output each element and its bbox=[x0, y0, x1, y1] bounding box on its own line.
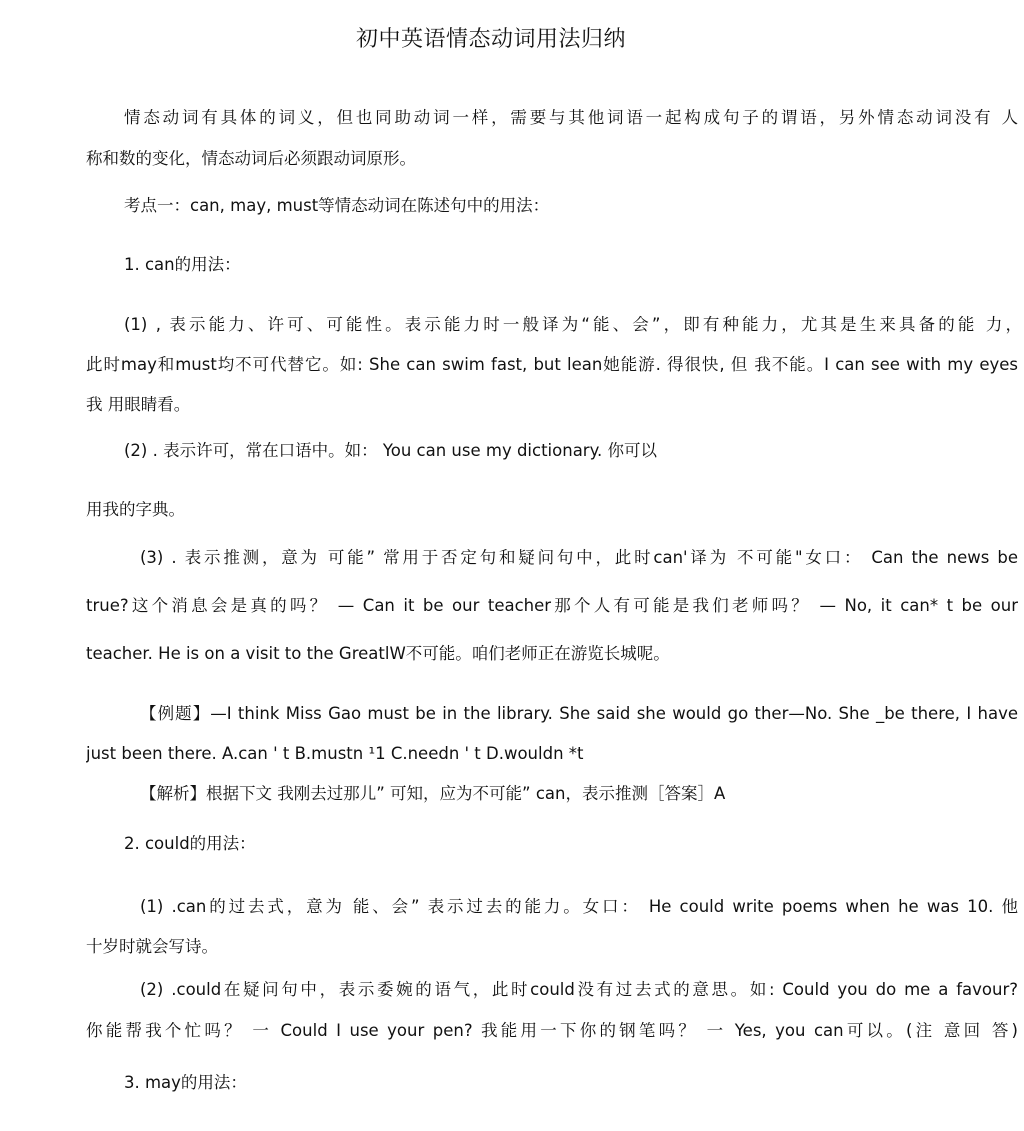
paragraph-line: 你能帮我个忙吗？ 一 Could I use your pen? 我能用一下你的钢笔吗？ 一 Yes, you can可以。(注 意回 答) bbox=[86, 1021, 1018, 1040]
paragraph-line: 此时may和must均不可代替它。如: She can swim fast, but lean她能游. 得很快, 但 我不能。I can see with my eyes bbox=[86, 355, 1018, 374]
example-question-line: 【例题】—I think Miss Gao must be in the library. She said she would go ther—No. She _be there, I have bbox=[140, 704, 1018, 723]
paragraph-line: 十岁时就会写诗。 bbox=[86, 937, 218, 956]
paragraph-line: 用我的字典。 bbox=[86, 500, 185, 519]
section-heading: 考点一：can, may, must等情态动词在陈述句中的用法： bbox=[124, 196, 550, 215]
paragraph-line: (2) . 表示许可，常在口语中。如： You can use my dictionary. 你可以 bbox=[124, 441, 657, 460]
paragraph-line: (3) . 表示推测，意为 可能” 常用于否定句和疑问句中，此时can'译为 不可能"女口： Can the news be bbox=[140, 548, 1018, 567]
paragraph-line: 称和数的变化，情态动词后必须跟动词原形。 bbox=[86, 149, 416, 168]
paragraph-line: (1) .can的过去式，意为 能、会” 表示过去的能力。女口： He could write poems when he was 10. 他 bbox=[140, 897, 1018, 916]
example-question-line: just been there. A.can ' t B.mustn ¹1 C.needn ' t D.wouldn *t bbox=[86, 744, 584, 763]
subsection-heading: 3. may的用法： bbox=[124, 1073, 247, 1092]
subsection-heading: 1. can的用法： bbox=[124, 255, 241, 274]
paragraph-line: 我 用眼睛看。 bbox=[86, 395, 191, 414]
paragraph-line: true?这个消息会是真的吗？ — Can it be our teacher那个人有可能是我们老师吗？ — No, it can* t be our bbox=[86, 596, 1018, 615]
example-answer-line: 【解析】根据下文 我刚去过那儿” 可知，应为不可能” can，表示推测［答案］A bbox=[140, 784, 726, 803]
paragraph-line: teacher. He is on a visit to the GreatlW不可能。咱们老师正在游览长城呢。 bbox=[86, 644, 670, 663]
paragraph-line: (1) , 表示能力、许可、可能性。表示能力时一般译为“能、会”，即有种能力，尤其是生来具备的能 力， bbox=[124, 315, 1022, 334]
document-title: 初中英语情态动词用法归纳 bbox=[355, 27, 626, 52]
paragraph-line: (2) .could在疑问句中，表示委婉的语气，此时could没有过去式的意思。如: Could you do me a favour? bbox=[140, 980, 1018, 999]
subsection-heading: 2. could的用法： bbox=[124, 834, 256, 853]
paragraph-line: 情态动词有具体的词义，但也同助动词一样，需要与其他词语一起构成句子的谓语，另外情态动词没有 人 bbox=[124, 108, 1018, 127]
